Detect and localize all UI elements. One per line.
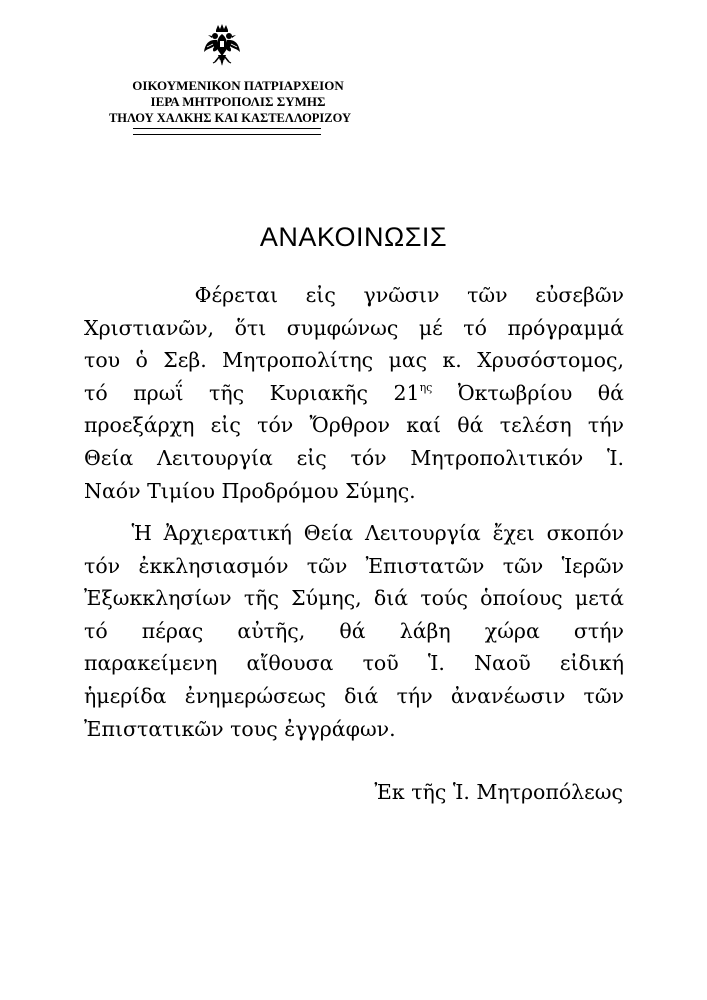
paragraph-line: του ὁ Σεβ. Μητροπολίτης μας κ. Χρυσόστομος, xyxy=(84,348,624,373)
paragraph-line: προεξάρχη εἰς τόν Ὄρθρον καί θά τελέση τήν xyxy=(84,413,624,438)
paragraph-line: τόν ἐκκλησιασμόν τῶν Ἐπιστατῶν τῶν Ἱερῶν xyxy=(84,553,624,578)
page-title: ΑΝΑΚΟΙΝΩΣΙΣ xyxy=(259,222,448,252)
paragraph-line: ἡμερίδα ἐνημερώσεως διά τήν ἀνανέωσιν τῶν xyxy=(84,683,624,708)
date-text: τό πρωΐ τῆς Κυριακῆς 21 xyxy=(84,380,420,405)
paragraph-line: Ἡ Ἀρχιερατική Θεία Λειτουργία ἔχει σκοπόν xyxy=(84,521,624,545)
paragraph-line: Χριστιανῶν, ὅτι συμφώνως μέ τό πρόγραμμά xyxy=(84,315,624,340)
paragraph-line-date xyxy=(84,377,624,410)
paragraph-line: Ἐπιστατικῶν τους ἐγγράφων. xyxy=(84,716,396,741)
paragraph-line: Ναόν Τιμίου Προδρόμου Σύμης. xyxy=(84,478,416,503)
double-headed-eagle-icon xyxy=(202,22,242,72)
paragraph-1 xyxy=(84,279,624,507)
paragraph-line: Φέρεται εἰς γνῶσιν τῶν εὐσεβῶν xyxy=(84,283,624,307)
paragraph-line: τό πέρας αὐτῆς, θά λάβη χώρα στήν xyxy=(84,618,624,643)
header-islands: ΤΗΛΟΥ ΧΑΛΚΗΣ ΚΑΙ ΚΑΣΤΕΛΛΟΡΙΖΟΥ xyxy=(108,111,352,125)
paragraph-line: παρακείμενη αἴθουσα τοῦ Ἱ. Ναοῦ εἰδική xyxy=(84,651,624,676)
paragraph-line: Θεία Λειτουργία εἰς τόν Μητροπολιτικόν Ἱ. xyxy=(84,445,624,470)
signature: Ἐκ τῆς Ἱ. Μητροπόλεως xyxy=(374,780,623,804)
header-metropolis: ΙΕΡΑ ΜΗΤΡΟΠΟΛΙΣ ΣΥΜΗΣ xyxy=(150,94,326,109)
paragraph-line: Ἐξωκκλησίων τῆς Σύμης, διά τούς ὁποίους μετά xyxy=(84,586,624,611)
paragraph-2 xyxy=(84,517,624,745)
header-patriarchate: ΟΙΚΟΥΜΕΝΙΚΟΝ ΠΑΤΡΙΑΡΧΕΙΟΝ xyxy=(132,78,344,93)
ordinal-suffix: ης xyxy=(419,380,433,394)
month-text: Ὀκτωβρίου θά xyxy=(432,380,624,405)
header-double-rule xyxy=(133,128,321,135)
